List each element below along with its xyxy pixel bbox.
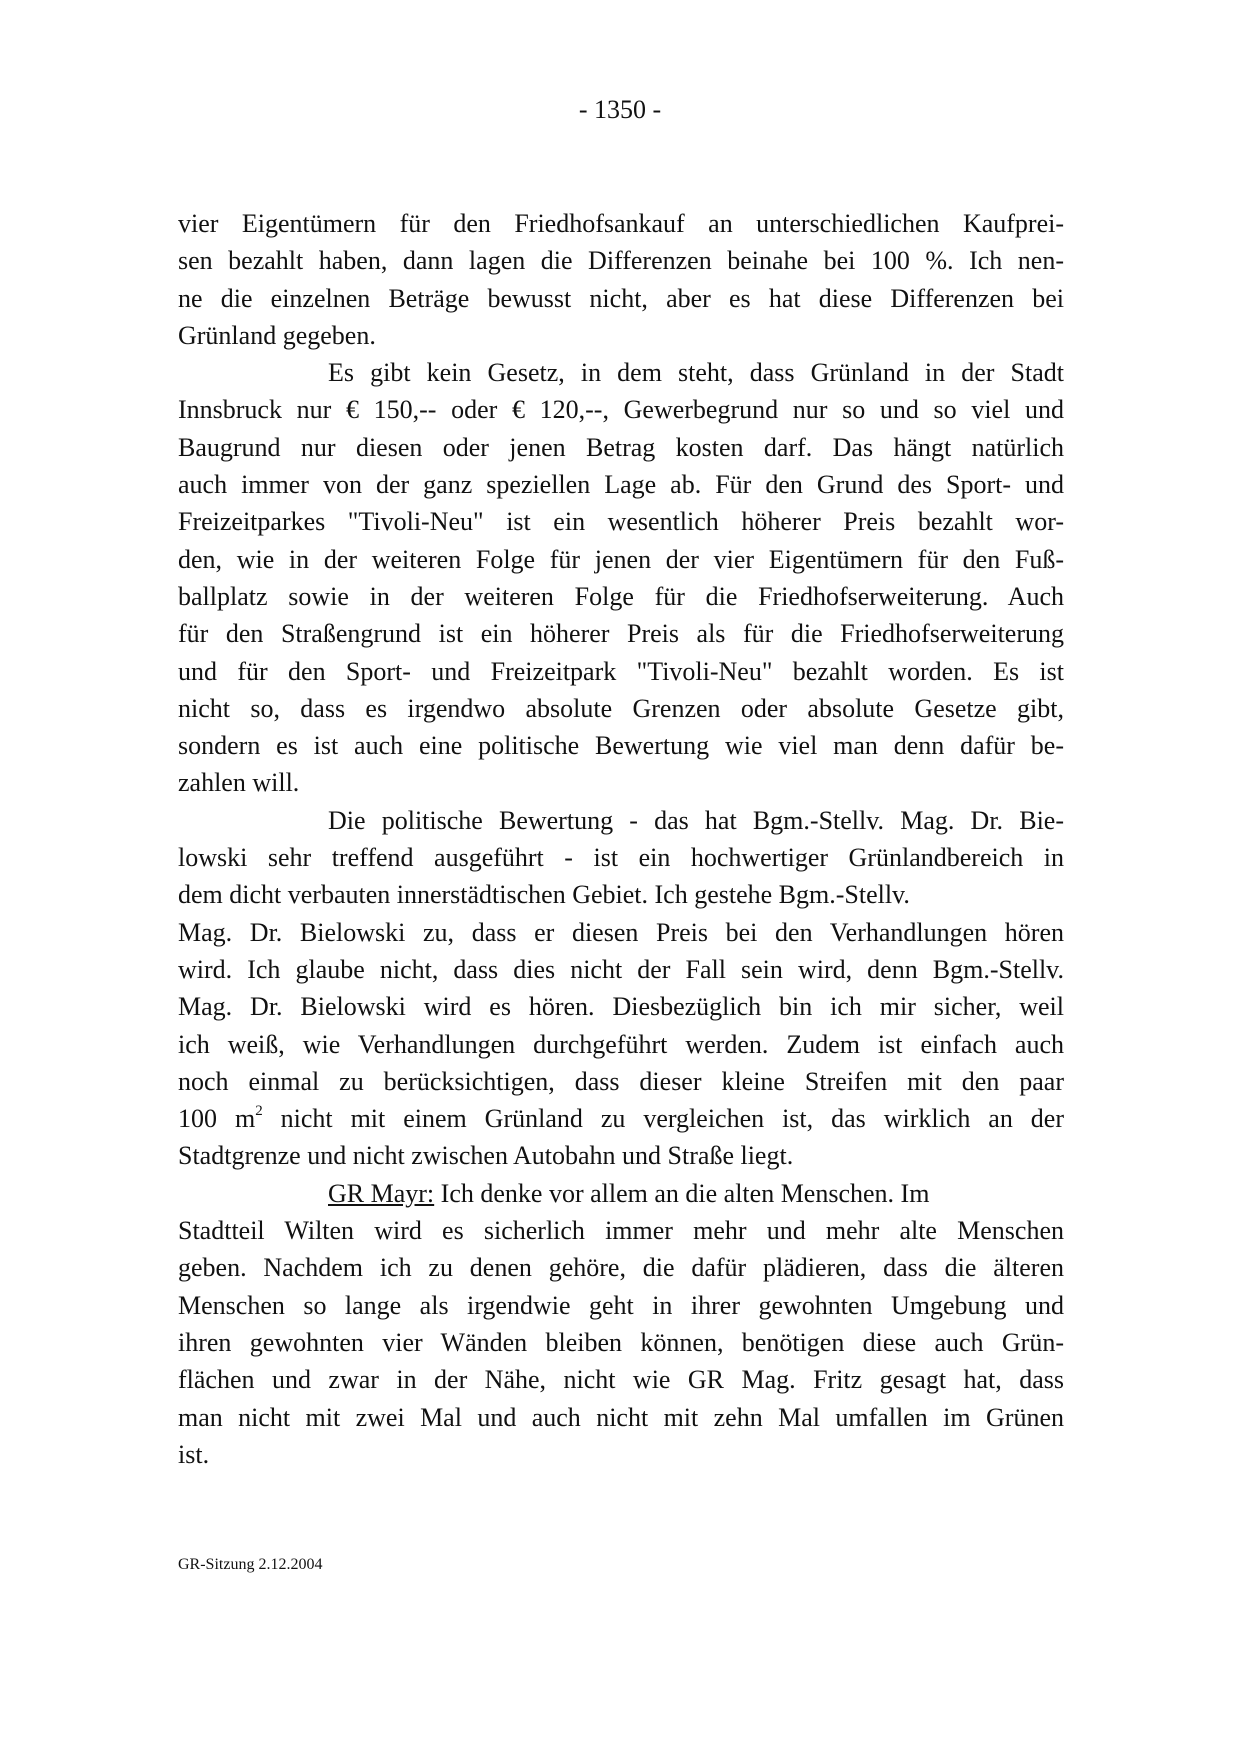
text-line: ich weiß, wie Verhandlungen durchgeführt werden. Zudem ist einfach auch — [178, 1029, 1064, 1059]
text-line: sondern es ist auch eine politische Bewertung wie viel man denn dafür be- — [178, 731, 1064, 761]
text-line: Freizeitparkes "Tivoli-Neu" ist ein wesentlich höherer Preis bezahlt wor- — [178, 507, 1064, 537]
text-line-area — [178, 1100, 1064, 1137]
text-line: auch immer von der ganz speziellen Lage ab. Für den Grund des Sport- und — [178, 470, 1064, 500]
document-body — [178, 205, 1064, 1473]
text-line: man nicht mit zwei Mal und auch nicht mit zehn Mal umfallen im Grünen — [178, 1402, 1064, 1432]
text-line: noch einmal zu berücksichtigen, dass dieser kleine Streifen mit den paar — [178, 1066, 1064, 1096]
text-line: sen bezahlt haben, dann lagen die Differenzen beinahe bei 100 %. Ich nen- — [178, 246, 1064, 276]
text-line: Menschen so lange als irgendwie geht in ihrer gewohnten Umgebung und — [178, 1290, 1064, 1320]
text-line: flächen und zwar in der Nähe, nicht wie GR Mag. Fritz gesagt hat, dass — [178, 1365, 1064, 1395]
speaker-name: GR Mayr: — [328, 1178, 435, 1208]
text-line: wird. Ich glaube nicht, dass dies nicht der Fall sein wird, denn Bgm.-Stellv. — [178, 954, 1064, 984]
text-line: Stadtgrenze und nicht zwischen Autobahn und Straße liegt. — [178, 1141, 794, 1171]
text-line: ist. — [178, 1439, 210, 1469]
text-line: Mag. Dr. Bielowski zu, dass er diesen Preis bei den Verhandlungen hören — [178, 917, 1064, 947]
speaker-line-rest: Ich denke vor allem an die alten Menschen. Im — [434, 1178, 930, 1208]
text-line: ballplatz sowie in der weiteren Folge für die Friedhofserweiterung. Auch — [178, 581, 1064, 611]
text-line: den, wie in der weiteren Folge für jenen der vier Eigentümern für den Fuß- — [178, 544, 1064, 574]
superscript-exponent: 2 — [255, 1103, 263, 1120]
text-line: dem dicht verbauten innerstädtischen Gebiet. Ich gestehe Bgm.-Stellv. — [178, 880, 910, 910]
text-line: lowski sehr treffend ausgeführt - ist ein hochwertiger Grünlandbereich in — [178, 843, 1064, 873]
text-line: für den Straßengrund ist ein höherer Preis als für die Friedhofserweiterung — [178, 619, 1064, 649]
area-line-rest: nicht mit einem Grünland zu vergleichen ist, das wirklich an der — [262, 1104, 1064, 1134]
text-line: nicht so, dass es irgendwo absolute Grenzen oder absolute Gesetze gibt, — [178, 693, 1064, 723]
text-line-speaker — [178, 1175, 1064, 1212]
page-footer: GR-Sitzung 2.12.2004 — [178, 1556, 323, 1573]
text-line: Grünland gegeben. — [178, 320, 376, 350]
text-line: vier Eigentümern für den Friedhofsankauf an unterschiedlichen Kaufprei- — [178, 209, 1064, 238]
text-line: Baugrund nur diesen oder jenen Betrag kosten darf. Das hängt natürlich — [178, 432, 1064, 462]
text-line: und für den Sport- und Freizeitpark "Tivoli-Neu" bezahlt worden. Es ist — [178, 656, 1064, 686]
area-value: 100 m — [178, 1104, 256, 1134]
text-line: Mag. Dr. Bielowski wird es hören. Diesbezüglich bin ich mir sicher, weil — [178, 992, 1064, 1022]
text-line: Stadtteil Wilten wird es sicherlich immer mehr und mehr alte Menschen — [178, 1216, 1064, 1246]
text-line: zahlen will. — [178, 768, 300, 798]
text-line: ne die einzelnen Beträge bewusst nicht, aber es hat diese Differenzen bei — [178, 283, 1064, 313]
text-line: Innsbruck nur € 150,-- oder € 120,--, Gewerbegrund nur so und so viel und — [178, 395, 1064, 425]
text-line: Die politische Bewertung - das hat Bgm.-Stellv. Mag. Dr. Bie- — [328, 805, 1064, 835]
text-line: Es gibt kein Gesetz, in dem steht, dass Grünland in der Stadt — [328, 358, 1064, 388]
text-line: geben. Nachdem ich zu denen gehöre, die dafür plädieren, dass die älteren — [178, 1253, 1064, 1283]
text-line: ihren gewohnten vier Wänden bleiben können, benötigen diese auch Grün- — [178, 1327, 1064, 1357]
page-number: - 1350 - — [578, 95, 662, 124]
